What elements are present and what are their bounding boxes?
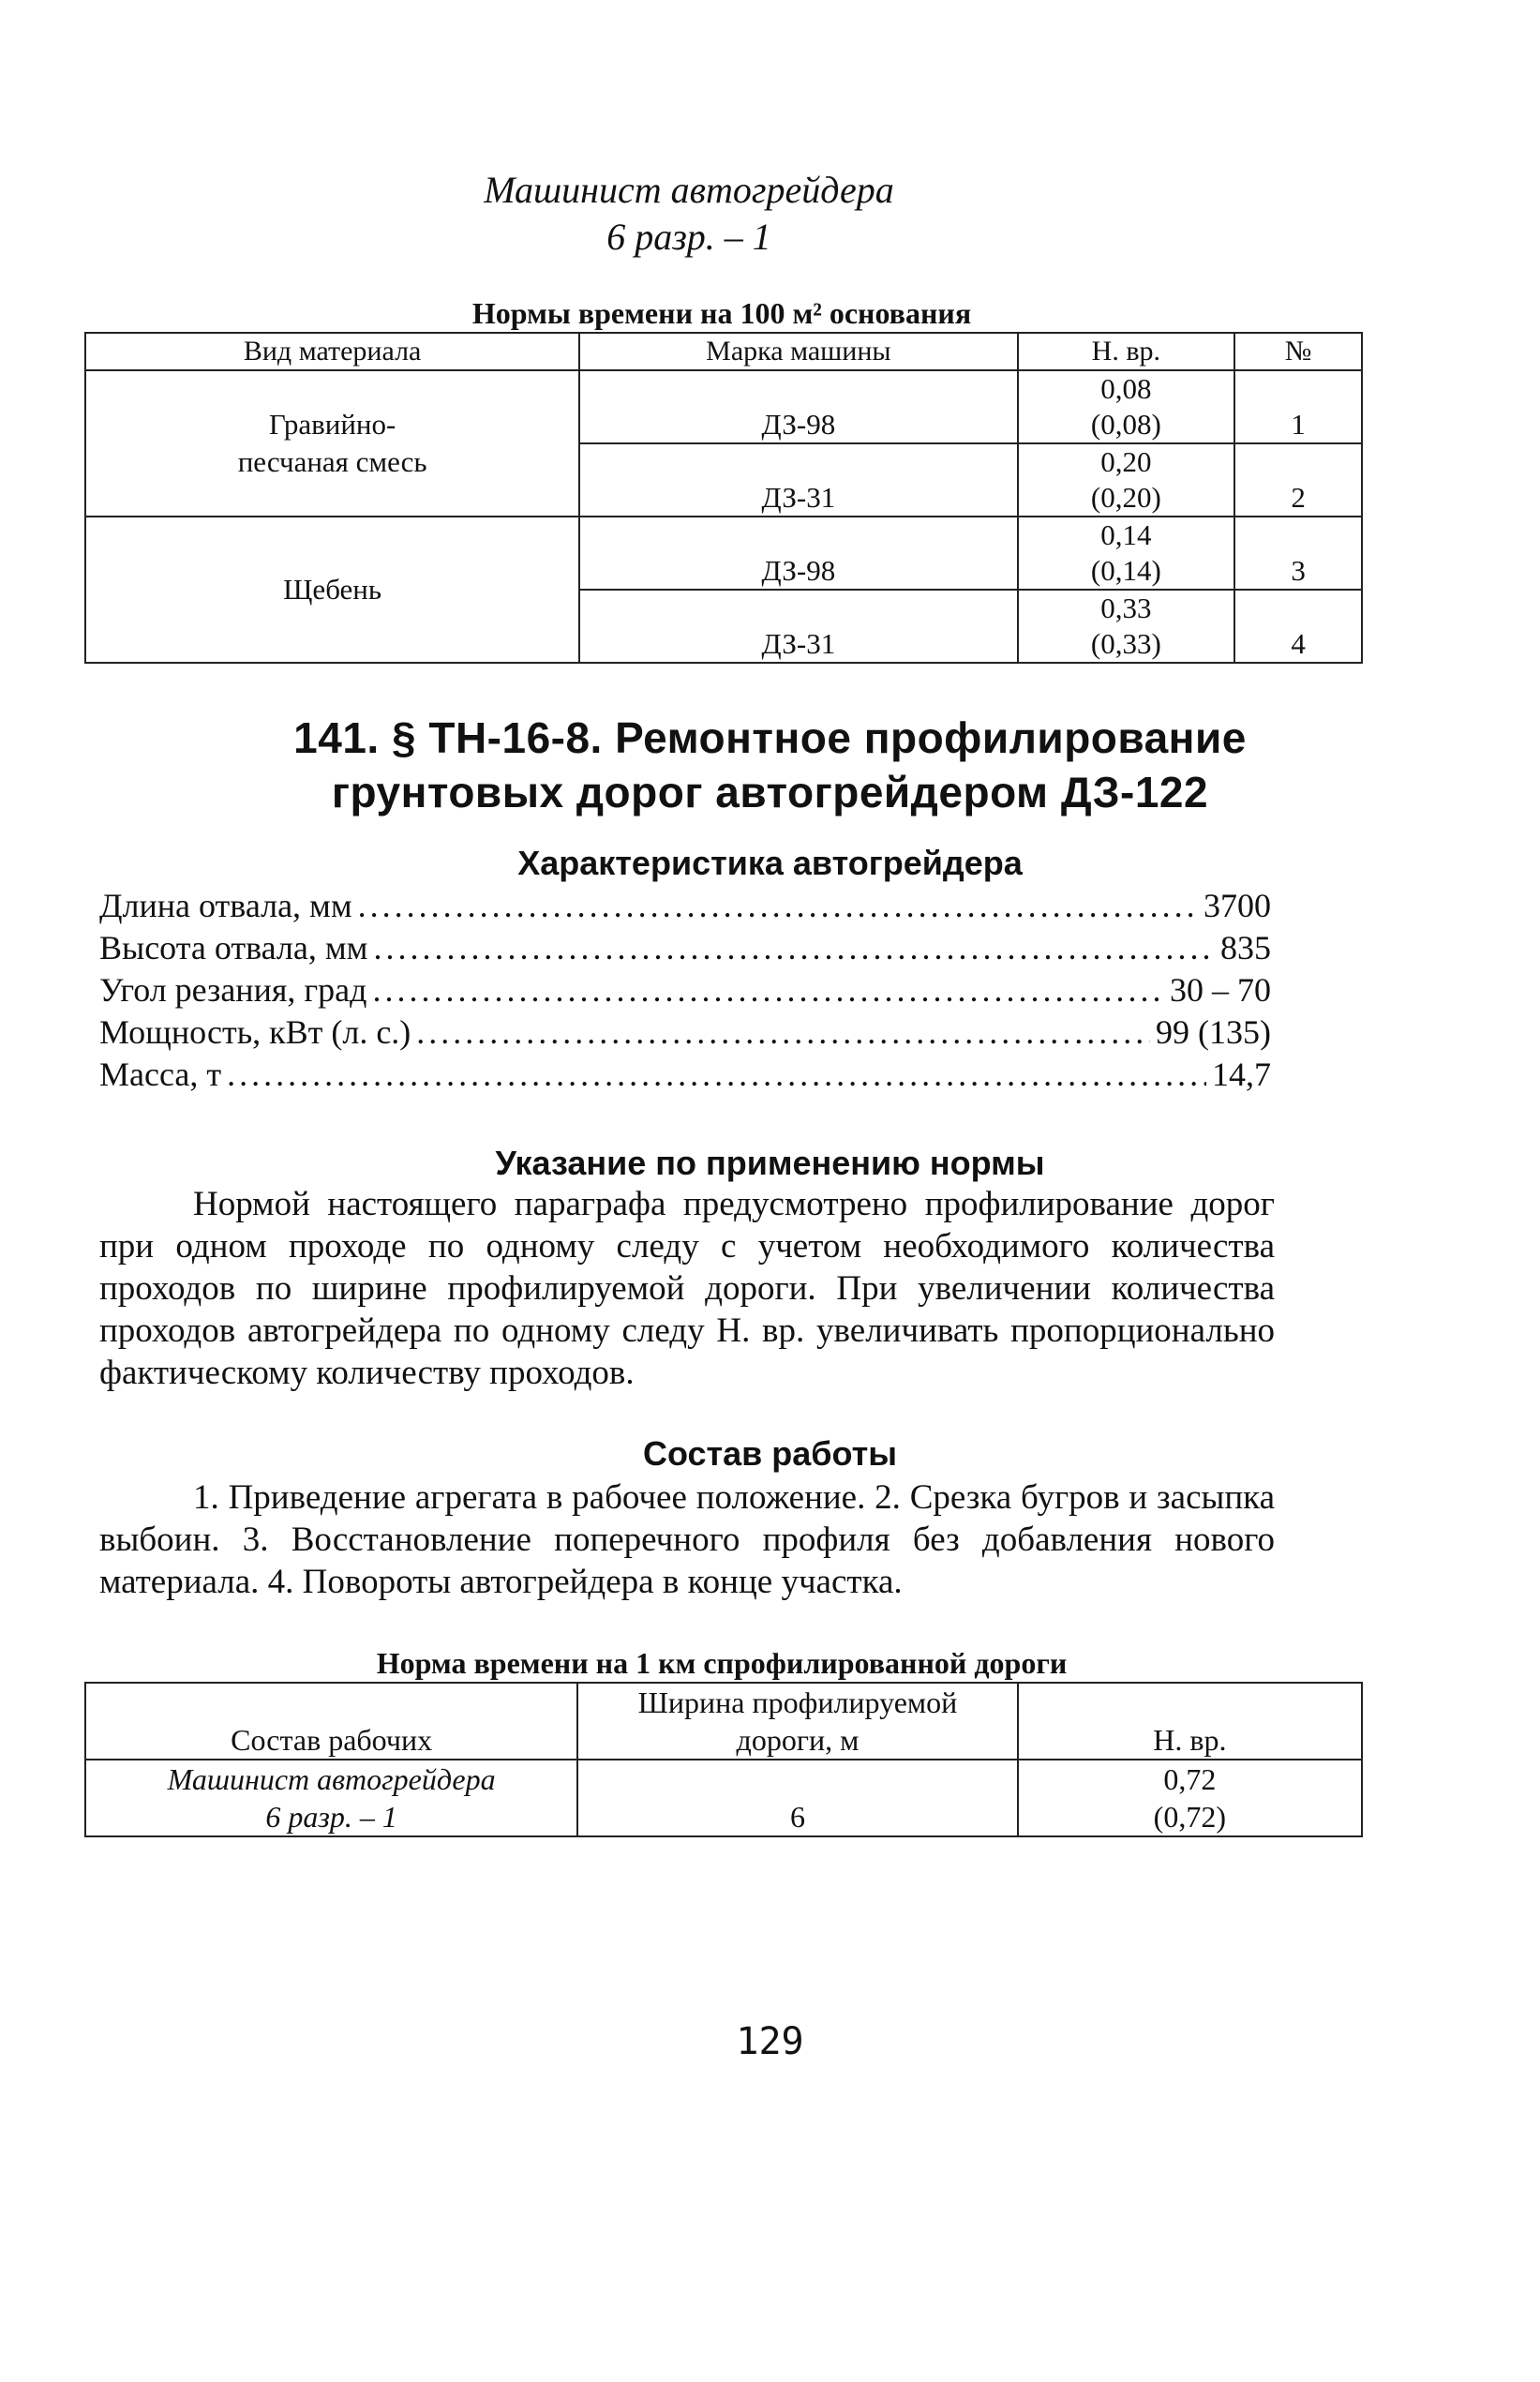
crew-heading-line1: Машинист автогрейдера xyxy=(484,169,894,211)
spec-label: Длина отвала, мм xyxy=(99,887,352,924)
material-cell xyxy=(85,517,579,663)
spec-label: Масса, т xyxy=(99,1056,222,1093)
header-norm: Н. вр. xyxy=(1018,333,1235,370)
norm-value-paren: (0,33) xyxy=(1090,627,1161,660)
spec-value: 99 (135) xyxy=(1156,1013,1271,1051)
spec-label: Угол резания, град xyxy=(99,971,367,1009)
spec-label: Высота отвала, мм xyxy=(99,929,368,966)
norm-value: 0,33 xyxy=(1100,592,1152,624)
spec-value: 3700 xyxy=(1204,887,1271,924)
header-number: № xyxy=(1234,333,1362,370)
norm-cell xyxy=(1018,517,1235,590)
norm-cell xyxy=(1018,370,1235,443)
table-row xyxy=(85,1760,1362,1836)
crew-line1: Машинист автогрейдера xyxy=(167,1762,496,1796)
spec-row xyxy=(99,1055,1271,1097)
table-row xyxy=(85,370,1362,443)
number-cell: 3 xyxy=(1234,517,1362,590)
number-cell: 1 xyxy=(1234,370,1362,443)
material-cell xyxy=(85,370,579,517)
norm-cell xyxy=(1018,590,1235,663)
machine-cell: ДЗ-98 xyxy=(579,370,1017,443)
header-width-line1: Ширина профилируемой xyxy=(637,1685,958,1719)
crew-heading-line2: 6 разр. – 1 xyxy=(606,216,771,258)
spec-row xyxy=(99,928,1271,970)
crew-heading xyxy=(0,167,1378,261)
specs-heading: Характеристика автогрейдера xyxy=(517,844,1023,882)
spec-label: Мощность, кВт (л. с.) xyxy=(99,1013,411,1051)
header-norm: Н. вр. xyxy=(1018,1683,1362,1760)
machine-cell: ДЗ-31 xyxy=(579,443,1017,517)
norm-value-paren: (0,72) xyxy=(1153,1800,1226,1834)
machine-cell: ДЗ-31 xyxy=(579,590,1017,663)
dot-leader xyxy=(373,928,1215,967)
norm-value: 0,14 xyxy=(1100,518,1152,551)
dot-leader xyxy=(372,970,1164,1010)
norm-table-1km xyxy=(84,1682,1363,1837)
instruction-paragraph: Нормой настоящего параграфа предусмотрено профилирование дорог при одном проходе по одному следу с учетом необходимого количества проходов по ширине профилируемой дороги. При увеличении количества проходов автогрейдера по одному следу Н. вр. увеличивать пропорционально фактическому количеству проходов. xyxy=(99,1185,1275,1392)
table-row xyxy=(85,517,1362,590)
work-heading: Состав работы xyxy=(642,1434,898,1473)
table-header-row xyxy=(85,1683,1362,1760)
dot-leader xyxy=(416,1012,1150,1052)
specs-list xyxy=(99,886,1271,1097)
spec-row xyxy=(99,970,1271,1012)
norm-cell xyxy=(1018,443,1235,517)
header-machine: Марка машины xyxy=(579,333,1017,370)
section-title-line2: грунтовых дорог автогрейдером ДЗ-122 xyxy=(331,768,1209,816)
norm-value: 0,08 xyxy=(1100,372,1152,405)
width-cell: 6 xyxy=(577,1760,1017,1836)
header-width-line2: дороги, м xyxy=(736,1723,860,1757)
norm-value: 0,20 xyxy=(1100,445,1152,478)
crew-line2: 6 разр. – 1 xyxy=(265,1800,397,1834)
header-crew: Состав рабочих xyxy=(85,1683,577,1760)
instruction-heading: Указание по применению нормы xyxy=(495,1144,1045,1182)
section-title-line1: 141. § ТН-16-8. Ремонтное профилирование xyxy=(293,713,1247,762)
spec-row xyxy=(99,886,1271,928)
norms-table-100m2 xyxy=(84,332,1363,664)
work-paragraph: 1. Приведение агрегата в рабочее положение. 2. Срезка бугров и засыпка выбоин. 3. Восстановление поперечного профиля без добавления нового материала. 4. Повороты автогрейдера в конце участка. xyxy=(99,1478,1275,1601)
spec-value: 30 – 70 xyxy=(1170,971,1271,1009)
table-header-row xyxy=(85,333,1362,370)
table1-caption: Нормы времени на 100 м² основания xyxy=(471,296,972,330)
dot-leader xyxy=(227,1055,1206,1094)
header-material: Вид материала xyxy=(85,333,579,370)
material-label: Щебень xyxy=(283,573,382,606)
header-width xyxy=(577,1683,1017,1760)
material-label: песчаная смесь xyxy=(237,445,427,478)
norm-cell xyxy=(1018,1760,1362,1836)
spec-row xyxy=(99,1012,1271,1055)
machine-cell: ДЗ-98 xyxy=(579,517,1017,590)
norm-value: 0,72 xyxy=(1163,1762,1217,1796)
spec-value: 14,7 xyxy=(1212,1056,1271,1093)
section-title xyxy=(0,711,1540,819)
norm-value-paren: (0,20) xyxy=(1090,481,1161,514)
material-label: Гравийно- xyxy=(268,408,396,441)
number-cell: 4 xyxy=(1234,590,1362,663)
page-number: 129 xyxy=(736,2020,804,2063)
norm-value-paren: (0,14) xyxy=(1090,554,1161,587)
table2-caption: Норма времени на 1 км спрофилированной дороги xyxy=(376,1646,1068,1680)
crew-cell xyxy=(85,1760,577,1836)
dot-leader xyxy=(358,886,1198,925)
spec-value: 835 xyxy=(1220,929,1271,966)
number-cell: 2 xyxy=(1234,443,1362,517)
norm-value-paren: (0,08) xyxy=(1090,408,1161,441)
